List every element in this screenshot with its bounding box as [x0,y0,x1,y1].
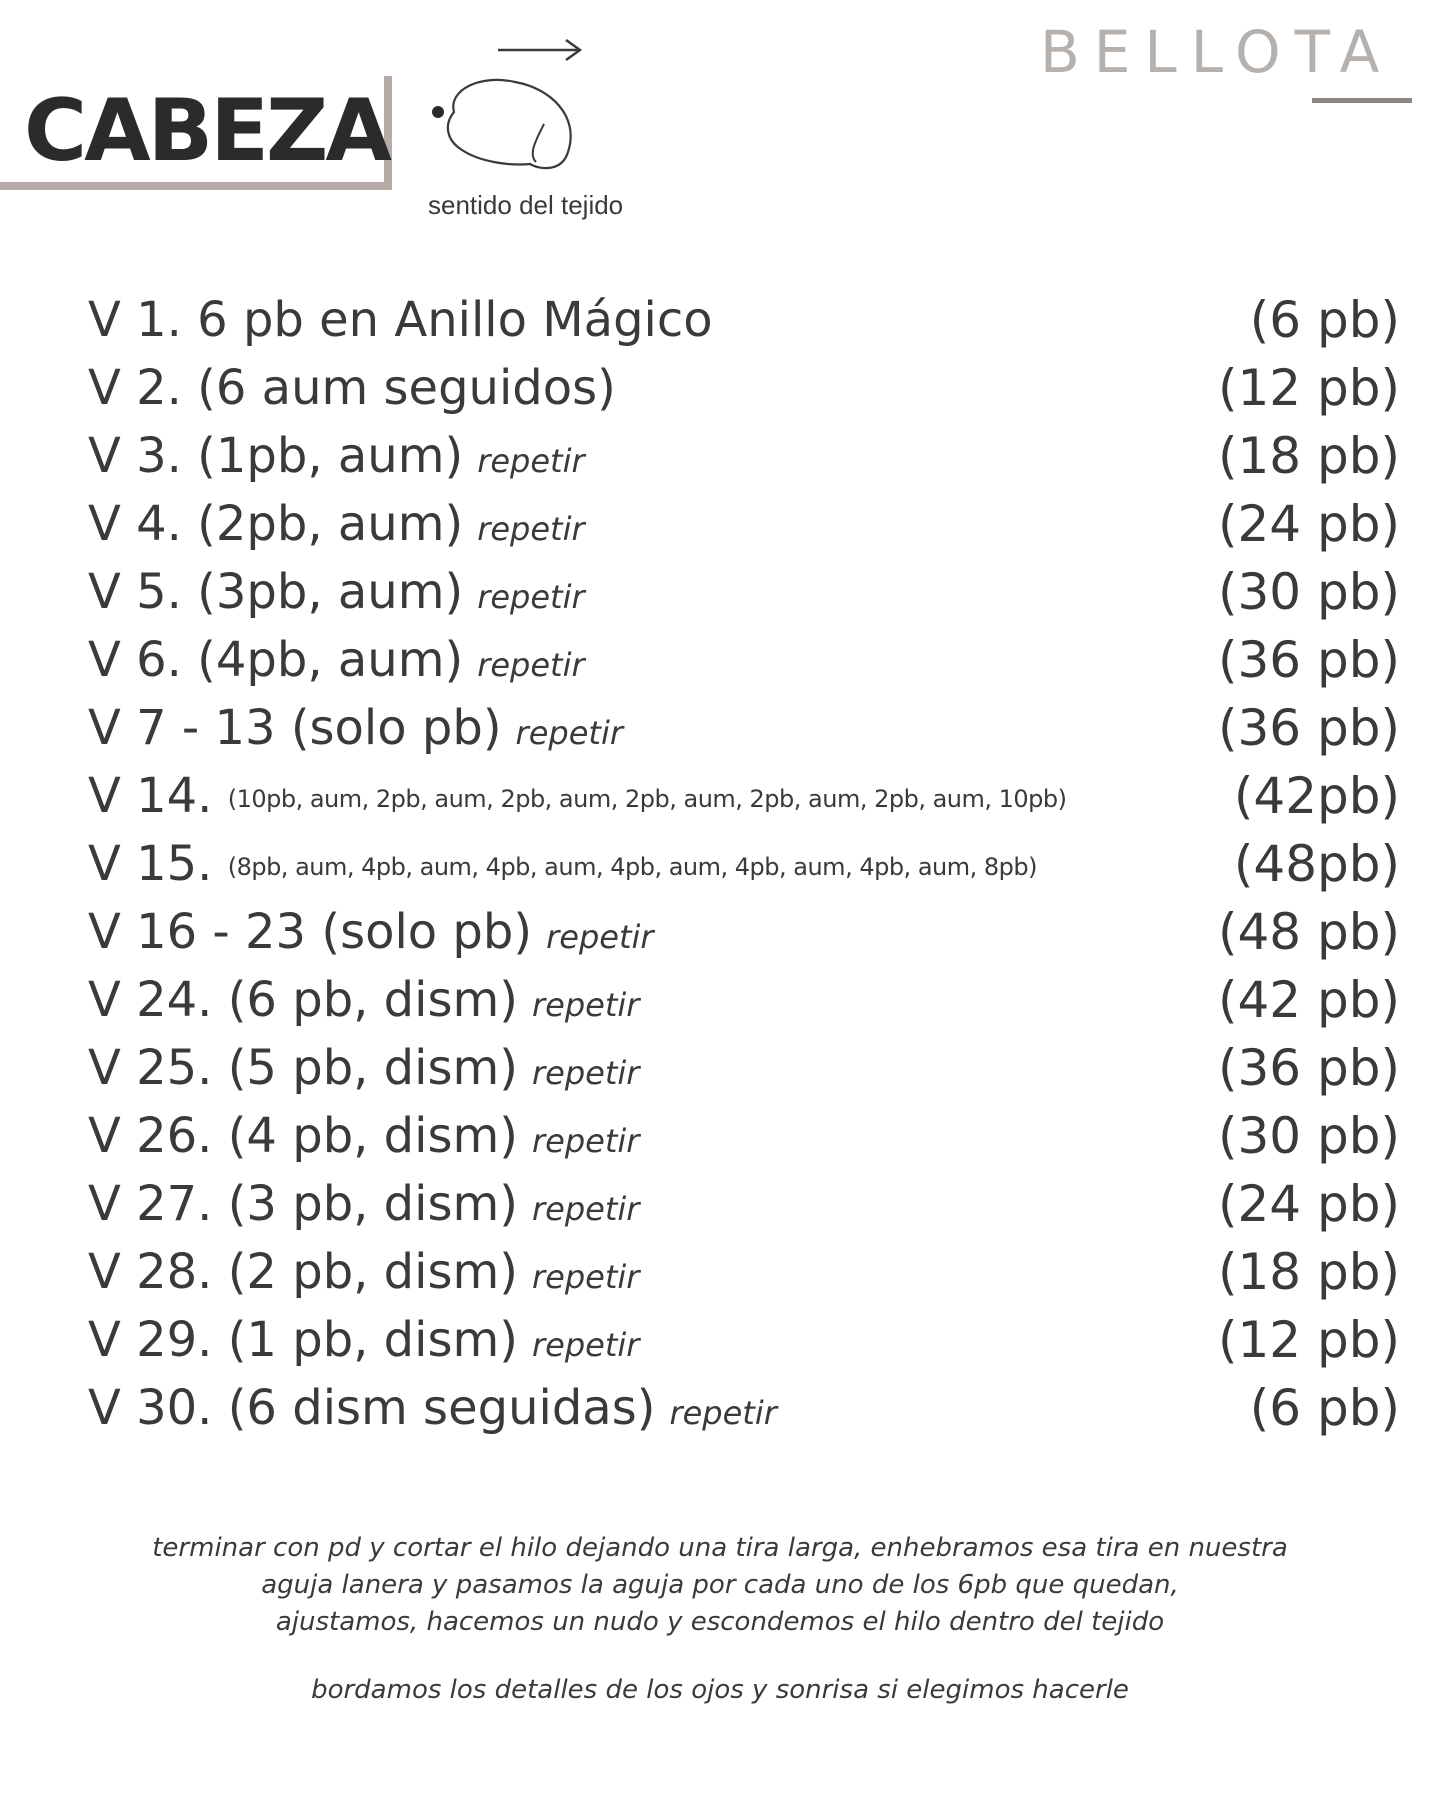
round-number: V 14. [88,768,213,824]
round-instruction: (5 pb, dism) [227,1040,518,1096]
round-number: V 1. [88,292,182,348]
round-number: V 6. [88,632,182,688]
round-row [88,558,1400,626]
round-row [88,286,1400,354]
round-number: V 7 - 13 [88,700,276,756]
round-stitch-count: (36 pb) [1217,699,1400,757]
round-instruction: (2 pb, dism) [227,1244,518,1300]
round-stitch-count: (48 pb) [1217,903,1400,961]
round-repeat-note: repetir [477,510,585,548]
round-row [88,898,1400,966]
round-number: V 28. [88,1244,213,1300]
round-number: V 16 - 23 [88,904,307,960]
round-instruction: (3 pb, dism) [227,1176,518,1232]
round-row [88,1034,1400,1102]
round-instruction: (4 pb, dism) [227,1108,518,1164]
instruction-line: terminar con pd y cortar el hilo dejando una tira larga, enhebramos esa tira en nuestra [152,1533,1288,1563]
round-repeat-note: repetir [477,442,585,480]
round-row [88,966,1400,1034]
round-stitch-count: (42pb) [1233,767,1400,825]
round-number: V 15. [88,836,213,892]
round-stitch-count: (6 pb) [1249,291,1400,349]
round-stitch-count: (36 pb) [1217,631,1400,689]
round-instruction: (1pb, aum) [197,428,464,484]
brand-logo [1040,18,1400,108]
round-instruction: (6 aum seguidos) [197,360,616,416]
round-number: V 27. [88,1176,213,1232]
page-title: CABEZA [24,81,389,181]
round-label [88,354,616,422]
round-number: V 29. [88,1312,213,1368]
round-stitch-count: (48pb) [1233,835,1400,893]
round-row [88,1102,1400,1170]
round-repeat-note: repetir [477,646,585,684]
round-instruction: (6 pb, dism) [227,972,518,1028]
round-stitch-count: (12 pb) [1217,359,1400,417]
round-stitch-count: (42 pb) [1217,971,1400,1029]
round-label [88,286,713,354]
round-label [88,1238,639,1311]
round-stitch-count: (18 pb) [1217,1243,1400,1301]
round-stitch-count: (6 pb) [1249,1379,1400,1437]
round-stitch-sequence: (10pb, aum, 2pb, aum, 2pb, aum, 2pb, aum, 2pb, aum, 2pb, aum, 10pb) [227,785,1067,813]
round-instruction: (solo pb) [321,904,533,960]
round-row [88,694,1400,762]
rounds-list [88,286,1400,1442]
round-number: V 26. [88,1108,213,1164]
round-row [88,490,1400,558]
instruction-line: ajustamos, hacemos un nudo y escondemos el hilo dentro del tejido [275,1607,1165,1637]
brand-name: BELLOTA [1040,18,1394,86]
round-number: V 3. [88,428,182,484]
round-row [88,422,1400,490]
round-label [88,898,654,971]
round-repeat-note: repetir [531,1122,640,1160]
round-number: V 4. [88,496,182,552]
round-label [88,1102,639,1175]
round-label [88,694,623,767]
round-stitch-count: (18 pb) [1217,427,1400,485]
round-label [88,626,585,699]
round-stitch-count: (36 pb) [1217,1039,1400,1097]
round-repeat-note: repetir [531,1054,640,1092]
round-number: V 30. [88,1380,213,1436]
round-label [88,830,1037,901]
round-label [88,422,585,495]
round-number: V 24. [88,972,213,1028]
round-stitch-count: (24 pb) [1217,1175,1400,1233]
round-stitch-sequence: (8pb, aum, 4pb, aum, 4pb, aum, 4pb, aum, 4pb, aum, 4pb, aum, 8pb) [227,853,1037,881]
round-row [88,354,1400,422]
round-row [88,1374,1400,1442]
round-repeat-note: repetir [531,1190,640,1228]
round-instruction: (1 pb, dism) [227,1312,518,1368]
round-label [88,966,639,1039]
round-label [88,1170,639,1243]
round-label [88,558,585,631]
round-row [88,626,1400,694]
round-label [88,1034,639,1107]
round-repeat-note: repetir [669,1394,777,1432]
round-instruction: (6 dism seguidas) [227,1380,656,1436]
round-repeat-note: repetir [531,986,640,1024]
knitting-direction [420,32,680,222]
round-label [88,490,585,563]
round-instruction: 6 pb en Anillo Mágico [197,292,713,348]
round-row [88,762,1400,830]
round-number: V 5. [88,564,182,620]
round-instruction: (3pb, aum) [197,564,464,620]
round-row [88,1170,1400,1238]
round-label [88,1306,639,1379]
round-repeat-note: repetir [531,1258,640,1296]
round-instruction: (solo pb) [290,700,502,756]
round-repeat-note: repetir [531,1326,640,1364]
embroidery-note: bordamos los detalles de los ojos y sonrisa si elegimos hacerle [311,1675,1129,1705]
round-label [88,762,1067,833]
round-row [88,830,1400,898]
round-number: V 25. [88,1040,213,1096]
round-instruction: (2pb, aum) [197,496,464,552]
finishing-instructions [60,1530,1380,1641]
head-direction-icon [420,32,620,182]
brand-underline [1312,98,1412,103]
round-repeat-note: repetir [546,918,654,956]
round-stitch-count: (24 pb) [1217,495,1400,553]
title-frame-horizontal [0,182,392,190]
round-row [88,1238,1400,1306]
round-stitch-count: (30 pb) [1217,1107,1400,1165]
round-instruction: (4pb, aum) [197,632,464,688]
round-label [88,1374,777,1447]
round-number: V 2. [88,360,182,416]
direction-caption: sentido del tejido [428,190,624,220]
section-title-box [0,76,396,196]
round-row [88,1306,1400,1374]
round-stitch-count: (12 pb) [1217,1311,1400,1369]
round-repeat-note: repetir [515,714,623,752]
instruction-line: aguja lanera y pasamos la aguja por cada uno de los 6pb que quedan, [261,1570,1179,1600]
round-repeat-note: repetir [477,578,585,616]
round-stitch-count: (30 pb) [1217,563,1400,621]
